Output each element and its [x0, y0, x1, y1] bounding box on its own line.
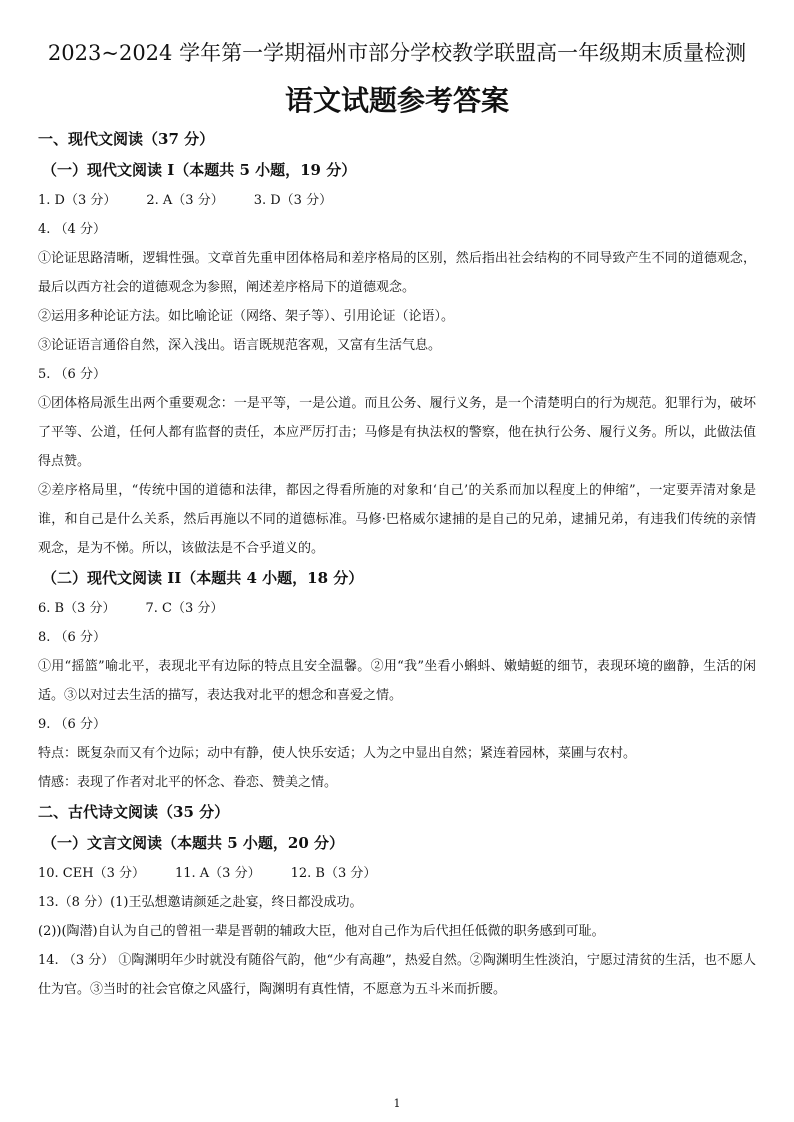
- answer-paragraph: ①论证思路清晰，逻辑性强。文章首先重申团体格局和差序格局的区别，然后指出社会结构的不同导致产生不同的道德观念，最后以西方社会的道德观念为参照，阐述差序格局下的道德观念。: [38, 251, 756, 295]
- section-heading: 一、现代文阅读（37 分）: [38, 130, 215, 148]
- answer-row: [38, 859, 756, 888]
- answer-item: 1. D（3 分）: [38, 193, 117, 208]
- answer-paragraph: 14. （3 分） ①陶渊明年少时就没有随俗气韵，他“少有高趣”，热爱自然。②陶渊明生性淡泊，宁愿过清贫的生活，也不愿人仕为官。③当时的社会官僚之风盛行，陶渊明有真性情，不愿意为五斗米而折腰。: [38, 953, 756, 997]
- answer-item: 7. C（3 分）: [145, 601, 224, 616]
- page-number: 1: [393, 1097, 401, 1110]
- answer-item: 6. B（3 分）: [38, 601, 116, 616]
- answer-paragraph: ③论证语言通俗自然，深入浅出。语言既规范客观，又富有生活气息。: [38, 338, 442, 353]
- question-heading: 9. （6 分）: [38, 717, 106, 732]
- answer-item: 2. A（3 分）: [146, 193, 224, 208]
- exam-title: 2023~2024 学年第一学期福州市部分学校教学联盟高一年级期末质量检测: [47, 41, 747, 65]
- section-heading: 二、古代诗文阅读（35 分）: [38, 803, 230, 821]
- answer-item: 3. D（3 分）: [253, 193, 333, 208]
- document-title: 语文试题参考答案: [284, 84, 509, 117]
- answer-row: [38, 594, 756, 623]
- answer-paragraph: (2))(陶潜)自认为自己的曾祖一辈是晋朝的辅政大臣，他对自己作为后代担任低微的职务感到可耻。: [38, 924, 605, 939]
- answer-paragraph: 13.（8 分）(1)王弘想邀请颜延之赴宴，终日都没成功。: [38, 895, 363, 910]
- subsection-heading: （一）现代文阅读 I（本题共 5 小题，19 分）: [42, 161, 357, 179]
- answer-paragraph: ①团体格局派生出两个重要观念：一是平等，一是公道。而且公务、履行义务，是一个清楚明白的行为规范。犯罪行为，破坏了平等、公道，任何人都有监督的责任，本应严厉打击；马修是有执法权的警察，他在执行公务、履行义务。所以，此做法值得点赞。: [38, 396, 756, 469]
- answer-item: 10. CEH（3 分）: [38, 866, 145, 881]
- question-heading: 8. （6 分）: [38, 630, 106, 645]
- subsection-heading: （二）现代文阅读 II（本题共 4 小题，18 分）: [42, 569, 364, 587]
- answer-paragraph: 情感：表现了作者对北平的怀念、眷恋、赞美之情。: [38, 775, 338, 790]
- answer-row: [38, 186, 756, 215]
- answer-content: [38, 124, 756, 1004]
- answer-paragraph: ①用“摇篮”喻北平，表现北平有边际的特点且安全温馨。②用“我”坐看小蝌蚪、嫩蜻蜓的细节，表现环境的幽静，生活的闲适。③以对过去生活的描写，表达我对北平的想念和喜爱之情。: [38, 659, 756, 703]
- question-heading: 5. （6 分）: [38, 367, 106, 382]
- answer-paragraph: ②差序格局里，“传统中国的道德和法律，都因之得看所施的对象和‘自己’的关系而加以程度上的伸缩”，一定要弄清对象是谁，和自己是什么关系，然后再施以不同的道德标准。马修·巴格威尔逮捕的是自己的兄弟，逮捕兄弟，有违我们传统的亲情观念，是为不悌。所以，该做法是不合乎道义的。: [38, 483, 756, 556]
- subsection-heading: （一）文言文阅读（本题共 5 小题，20 分）: [42, 834, 344, 852]
- answer-paragraph: ②运用多种论证方法。如比喻论证（网络、架子等）、引用论证（论语）。: [38, 309, 455, 324]
- answer-paragraph: 特点：既复杂而又有个边际；动中有静，使人快乐安适；人为之中显出自然；紧连着园林，菜圃与农村。: [38, 746, 637, 761]
- question-heading: 4. （4 分）: [38, 222, 106, 237]
- answer-item: 11. A（3 分）: [174, 866, 261, 881]
- answer-item: 12. B（3 分）: [290, 866, 377, 881]
